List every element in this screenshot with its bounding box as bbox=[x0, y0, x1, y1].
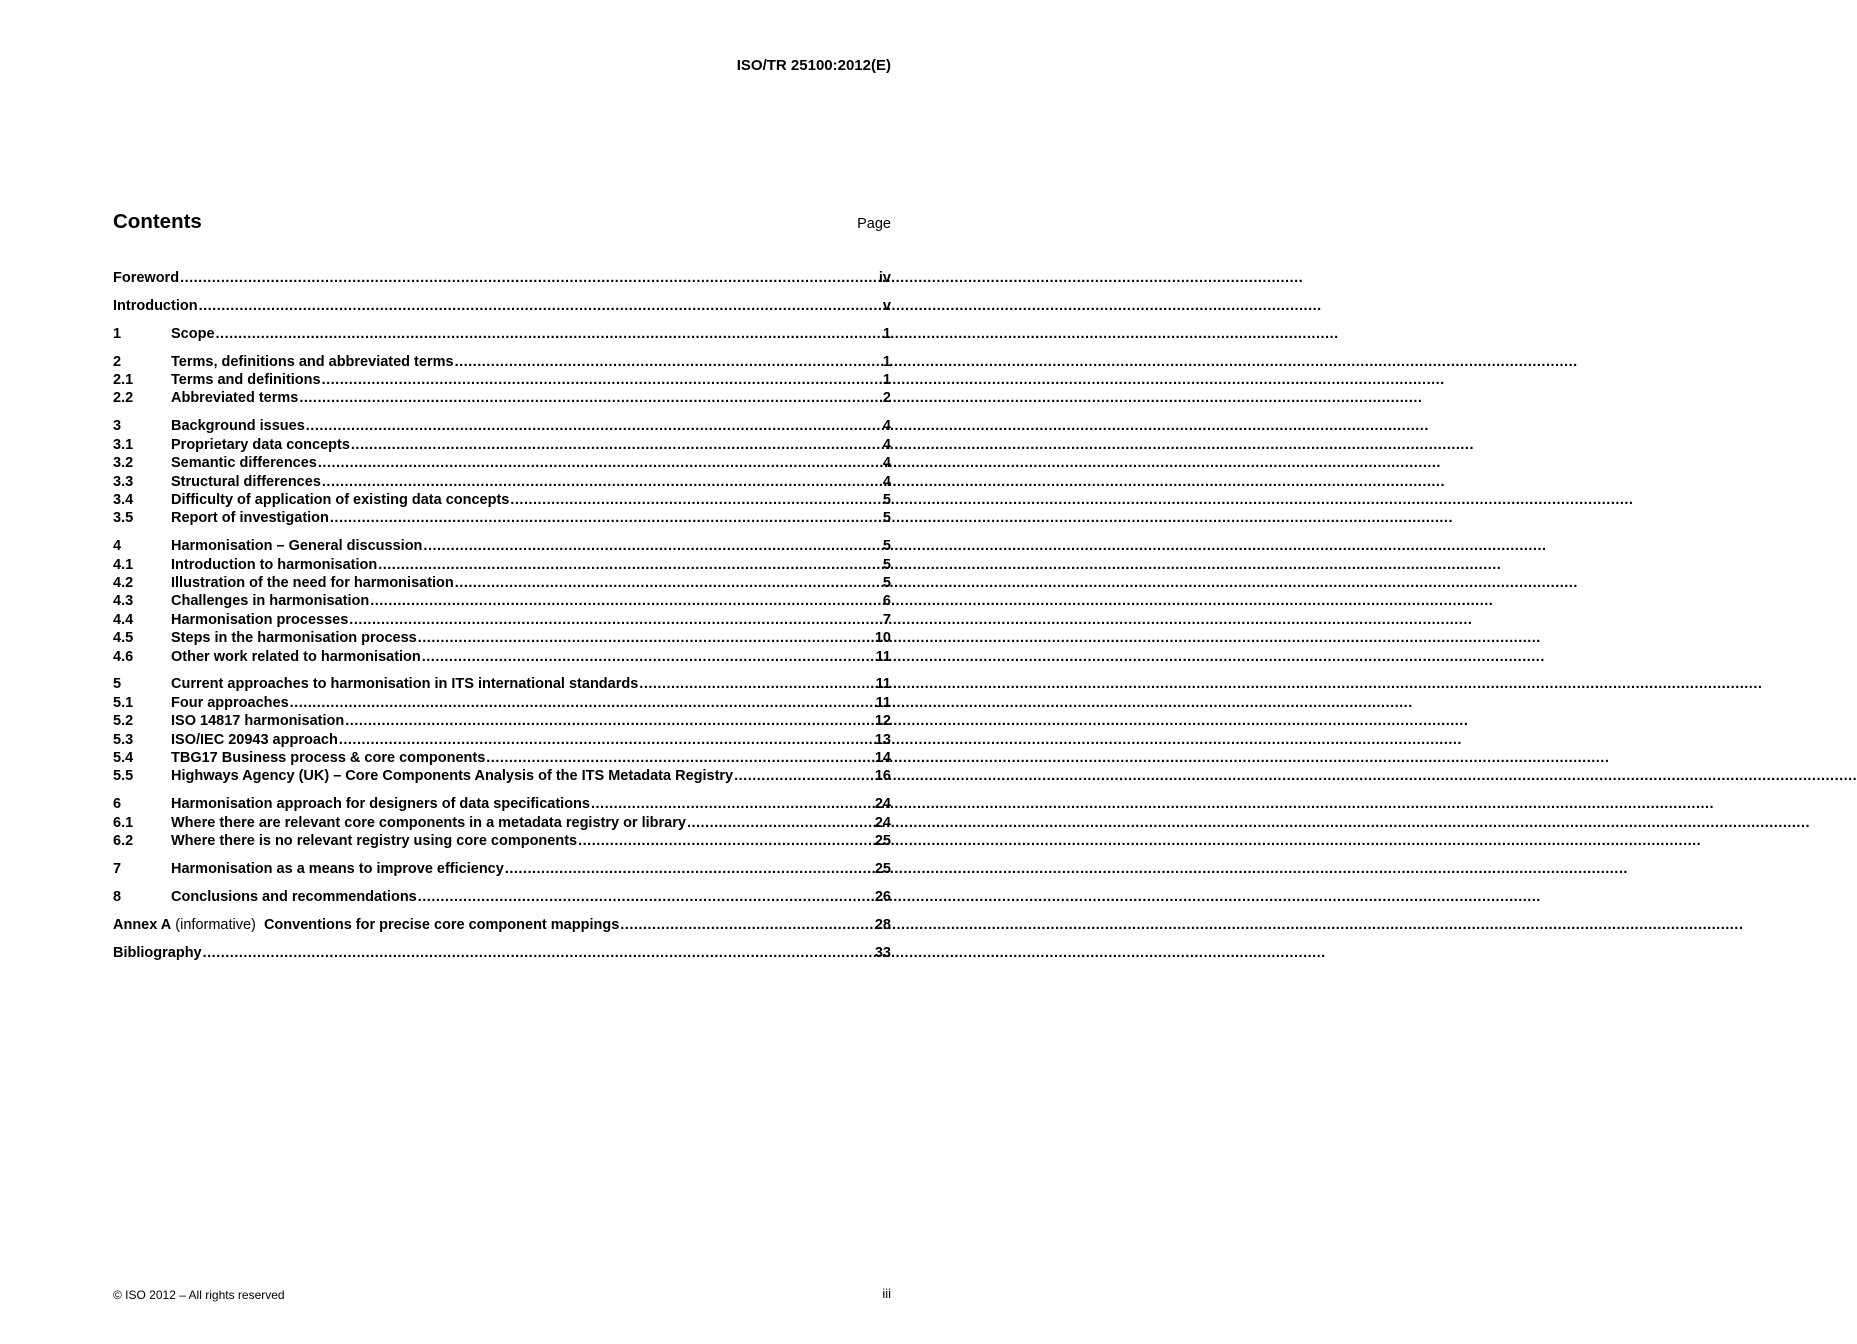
toc-entry[interactable] bbox=[113, 556, 891, 574]
toc-entry[interactable] bbox=[113, 749, 891, 767]
toc-entry[interactable] bbox=[113, 694, 891, 712]
toc-entry-title bbox=[171, 325, 215, 343]
toc-entry[interactable] bbox=[113, 767, 891, 785]
toc-entry-number: 5.1 bbox=[113, 694, 134, 711]
toc-entry-page: 1 bbox=[882, 325, 891, 342]
toc-entry-title bbox=[113, 269, 179, 287]
toc-entry-title bbox=[171, 556, 377, 574]
toc-entry-number: 2.1 bbox=[113, 372, 134, 389]
toc-entry-annex-type: (informative) bbox=[171, 916, 264, 933]
toc-entry-annex-title: Conventions for precise core component mappings bbox=[263, 916, 620, 933]
toc-entry[interactable] bbox=[113, 436, 891, 454]
toc-entry-title bbox=[171, 749, 485, 767]
toc-entry-page: iv bbox=[878, 270, 891, 286]
toc-group bbox=[113, 353, 891, 408]
toc-entry-title-text: Conclusions and recommendations bbox=[171, 888, 417, 905]
toc-dot-leader bbox=[510, 491, 882, 509]
toc-entry[interactable] bbox=[113, 629, 891, 647]
toc-entry-title bbox=[171, 767, 733, 785]
toc-entry-title bbox=[171, 611, 348, 629]
toc-entry-number: 7 bbox=[113, 860, 122, 877]
toc-entry-page: 6 bbox=[882, 593, 891, 610]
toc-entry-number: 6 bbox=[113, 796, 122, 813]
toc-entry-page: 5 bbox=[882, 574, 891, 591]
toc-entry[interactable] bbox=[113, 944, 891, 962]
toc-dot-leader bbox=[422, 648, 875, 666]
toc-entry-title-text: Structural differences bbox=[171, 473, 321, 490]
toc-entry-title-text: Terms and definitions bbox=[171, 372, 321, 389]
toc-entry-page: 24 bbox=[874, 814, 891, 831]
toc-entry-title bbox=[171, 731, 338, 749]
toc-entry[interactable] bbox=[113, 574, 891, 592]
toc-entry[interactable] bbox=[113, 491, 891, 509]
toc-entry-number: 4.1 bbox=[113, 556, 134, 573]
toc-entry[interactable] bbox=[113, 712, 891, 730]
toc-entry-title-text: Where there are relevant core components in a metadata registry or library bbox=[171, 814, 686, 831]
toc-entry[interactable] bbox=[113, 675, 891, 693]
toc-entry-title-text: Background issues bbox=[171, 418, 305, 435]
toc-entry-number: 4 bbox=[113, 538, 122, 555]
toc-entry-number: 8 bbox=[113, 888, 122, 905]
toc-entry-title-text: Illustration of the need for harmonisation bbox=[171, 574, 454, 591]
toc-entry-title bbox=[171, 491, 509, 509]
toc-entry-title bbox=[171, 353, 454, 371]
toc-dot-leader bbox=[620, 916, 874, 934]
toc-dot-leader bbox=[339, 731, 874, 749]
toc-entry-number: 5.2 bbox=[113, 713, 134, 730]
toc-dot-leader bbox=[330, 509, 882, 527]
toc-group bbox=[113, 860, 891, 878]
toc-entry-title-text: Harmonisation – General discussion bbox=[171, 538, 423, 555]
toc-entry-page: 5 bbox=[882, 491, 891, 508]
toc-entry-page: 33 bbox=[874, 944, 891, 961]
toc-entry-page: 4 bbox=[882, 473, 891, 490]
toc-entry-title bbox=[171, 648, 421, 666]
toc-entry-number: 3 bbox=[113, 418, 122, 435]
toc-entry-title-text: Report of investigation bbox=[171, 510, 329, 527]
toc-entry-number: 2.2 bbox=[113, 390, 134, 407]
toc-entry-number: 2 bbox=[113, 353, 122, 370]
toc-entry-title bbox=[171, 795, 590, 813]
toc-entry[interactable] bbox=[113, 648, 891, 666]
toc-entry-title bbox=[171, 592, 369, 610]
toc-entry-title bbox=[171, 574, 454, 592]
toc-dot-leader bbox=[349, 611, 882, 629]
table-of-contents bbox=[113, 269, 891, 972]
toc-entry-number: 4.4 bbox=[113, 611, 134, 628]
toc-entry[interactable] bbox=[113, 592, 891, 610]
toc-entry-number: 6.1 bbox=[113, 814, 134, 831]
toc-entry[interactable] bbox=[113, 297, 891, 315]
toc-entry[interactable] bbox=[113, 371, 891, 389]
toc-entry-number: 4.6 bbox=[113, 648, 134, 665]
toc-entry-title-text: Challenges in harmonisation bbox=[171, 593, 370, 610]
toc-entry-title-text: Four approaches bbox=[171, 694, 289, 711]
toc-entry-number: 4.5 bbox=[113, 630, 134, 647]
toc-entry[interactable] bbox=[113, 860, 891, 878]
toc-dot-leader bbox=[199, 297, 882, 315]
toc-entry-title bbox=[113, 944, 202, 962]
toc-dot-leader bbox=[306, 417, 882, 435]
toc-group bbox=[113, 944, 891, 962]
toc-entry-number: 3.4 bbox=[113, 491, 134, 508]
toc-entry-title-text: Harmonisation approach for designers of data specifications bbox=[171, 796, 590, 813]
toc-entry-title-text: Introduction to harmonisation bbox=[171, 556, 378, 573]
toc-entry-number: 5.5 bbox=[113, 768, 134, 785]
toc-entry-title bbox=[171, 537, 422, 555]
toc-group bbox=[113, 269, 891, 287]
toc-entry-page: 4 bbox=[882, 455, 891, 472]
toc-entry-title-text: Abbreviated terms bbox=[171, 390, 299, 407]
toc-dot-leader bbox=[578, 832, 874, 850]
toc-group bbox=[113, 888, 891, 906]
toc-dot-leader bbox=[351, 436, 882, 454]
toc-entry-page: 25 bbox=[874, 860, 891, 877]
toc-dot-leader bbox=[591, 795, 874, 813]
toc-entry[interactable] bbox=[113, 269, 891, 287]
toc-dot-leader bbox=[486, 749, 874, 767]
toc-entry-page: 1 bbox=[882, 372, 891, 389]
toc-dot-leader bbox=[203, 944, 874, 962]
toc-entry-title bbox=[171, 675, 638, 693]
toc-dot-leader bbox=[322, 473, 882, 491]
toc-entry-title bbox=[171, 629, 417, 647]
toc-entry-page: 14 bbox=[874, 749, 891, 766]
toc-dot-leader bbox=[418, 888, 874, 906]
toc-entry-number: 6.2 bbox=[113, 833, 134, 850]
toc-entry-title-text: Steps in the harmonisation process bbox=[171, 630, 417, 647]
toc-entry[interactable] bbox=[113, 325, 891, 343]
toc-entry-number: 5 bbox=[113, 676, 122, 693]
toc-dot-leader bbox=[418, 629, 874, 647]
copyright-notice: © ISO 2012 – All rights reserved bbox=[113, 1288, 285, 1302]
toc-entry-number: 3.3 bbox=[113, 473, 134, 490]
toc-entry-page: 26 bbox=[874, 888, 891, 905]
toc-group bbox=[113, 297, 891, 315]
toc-entry-title bbox=[113, 916, 619, 934]
toc-entry[interactable] bbox=[113, 353, 891, 371]
toc-entry-page: 7 bbox=[882, 611, 891, 628]
toc-dot-leader bbox=[687, 814, 874, 832]
toc-entry[interactable] bbox=[113, 795, 891, 813]
toc-group bbox=[113, 675, 891, 785]
toc-entry-title bbox=[171, 473, 321, 491]
toc-entry-page: 5 bbox=[882, 556, 891, 573]
toc-entry[interactable] bbox=[113, 454, 891, 472]
toc-dot-leader bbox=[378, 556, 882, 574]
toc-entry-title bbox=[171, 454, 317, 472]
toc-dot-leader bbox=[455, 574, 882, 592]
toc-entry-title-text: Current approaches to harmonisation in ITS international standards bbox=[171, 676, 639, 693]
toc-entry-number: 5.3 bbox=[113, 731, 134, 748]
toc-entry-title bbox=[171, 509, 329, 527]
toc-entry-title bbox=[171, 888, 417, 906]
toc-entry-page: 11 bbox=[875, 694, 891, 711]
toc-entry-title-text: Highways Agency (UK) – Core Components Analysis of the ITS Metadata Registry bbox=[171, 768, 734, 785]
toc-entry-title-text: Where there is no relevant registry using core components bbox=[171, 833, 578, 850]
contents-title: Contents bbox=[113, 210, 202, 233]
toc-entry-title-text: TBG17 Business process & core components bbox=[171, 749, 486, 766]
toc-entry-number: 3.2 bbox=[113, 455, 134, 472]
contents-heading bbox=[113, 210, 891, 238]
toc-dot-leader bbox=[370, 592, 882, 610]
toc-entry-page: 12 bbox=[874, 713, 891, 730]
toc-entry-page: 11 bbox=[875, 676, 891, 693]
toc-dot-leader bbox=[180, 269, 878, 287]
toc-entry-number: 5.4 bbox=[113, 749, 134, 766]
toc-entry-title-text: Foreword bbox=[113, 270, 180, 286]
toc-entry-page: 16 bbox=[874, 768, 891, 785]
toc-entry-title bbox=[171, 694, 289, 712]
toc-entry-number: 3.1 bbox=[113, 436, 134, 453]
toc-entry-page: 10 bbox=[874, 630, 891, 647]
toc-entry[interactable] bbox=[113, 611, 891, 629]
toc-entry-page: 1 bbox=[882, 353, 891, 370]
toc-dot-leader bbox=[423, 537, 882, 555]
toc-entry-title bbox=[171, 832, 577, 850]
toc-entry-number: 4.3 bbox=[113, 593, 134, 610]
toc-entry[interactable] bbox=[113, 417, 891, 435]
toc-entry-title-text: Terms, definitions and abbreviated terms bbox=[171, 353, 454, 370]
toc-entry-title bbox=[171, 712, 344, 730]
toc-group bbox=[113, 795, 891, 850]
toc-entry-title bbox=[171, 436, 350, 454]
toc-entry[interactable] bbox=[113, 832, 891, 850]
toc-entry-page: 5 bbox=[882, 510, 891, 527]
toc-dot-leader bbox=[455, 353, 882, 371]
toc-entry-title-text: ISO/IEC 20943 approach bbox=[171, 731, 338, 748]
toc-entry[interactable] bbox=[113, 814, 891, 832]
toc-entry-title-text: Proprietary data concepts bbox=[171, 436, 350, 453]
toc-entry-title bbox=[171, 389, 298, 407]
toc-entry-title-text: Harmonisation as a means to improve efficiency bbox=[171, 860, 504, 877]
toc-entry[interactable] bbox=[113, 888, 891, 906]
toc-entry-page: 28 bbox=[874, 916, 891, 933]
toc-dot-leader bbox=[639, 675, 874, 693]
toc-entry-page: 4 bbox=[882, 418, 891, 435]
toc-entry-title-text: Annex A bbox=[113, 916, 172, 933]
toc-entry-title-text: Difficulty of application of existing data concepts bbox=[171, 491, 510, 508]
toc-entry-page: 2 bbox=[882, 390, 891, 407]
toc-entry-page: v bbox=[882, 297, 891, 314]
toc-entry-title-text: Other work related to harmonisation bbox=[171, 648, 421, 665]
toc-entry[interactable] bbox=[113, 916, 891, 934]
toc-entry-number: 3.5 bbox=[113, 510, 134, 527]
toc-dot-leader bbox=[318, 454, 882, 472]
toc-entry-title-text: Scope bbox=[171, 325, 215, 342]
toc-entry-page: 13 bbox=[874, 731, 891, 748]
toc-entry-title-text: Bibliography bbox=[113, 944, 202, 961]
toc-entry-title-text: Harmonisation processes bbox=[171, 611, 349, 628]
toc-entry-page: 25 bbox=[874, 833, 891, 850]
toc-group bbox=[113, 916, 891, 934]
toc-entry-title-text: Semantic differences bbox=[171, 455, 317, 472]
toc-entry-title-text: ISO 14817 harmonisation bbox=[171, 713, 345, 730]
toc-entry-title bbox=[171, 371, 321, 389]
toc-dot-leader bbox=[299, 389, 882, 407]
toc-entry[interactable] bbox=[113, 537, 891, 555]
toc-entry[interactable] bbox=[113, 509, 891, 527]
toc-entry-number: 4.2 bbox=[113, 574, 134, 591]
toc-entry[interactable] bbox=[113, 473, 891, 491]
toc-entry-title bbox=[171, 417, 305, 435]
toc-entry-number: 1 bbox=[113, 325, 122, 342]
toc-dot-leader bbox=[322, 371, 882, 389]
toc-entry-title bbox=[113, 297, 198, 315]
toc-group bbox=[113, 537, 891, 666]
toc-entry[interactable] bbox=[113, 731, 891, 749]
toc-group bbox=[113, 325, 891, 343]
toc-dot-leader bbox=[216, 325, 882, 343]
toc-entry-title bbox=[171, 860, 504, 878]
toc-group bbox=[113, 417, 891, 527]
page-number: iii bbox=[882, 1286, 891, 1301]
toc-dot-leader bbox=[734, 767, 874, 785]
document-id: ISO/TR 25100:2012(E) bbox=[736, 57, 891, 74]
page-column-label: Page bbox=[857, 216, 891, 232]
toc-entry-page: 5 bbox=[882, 538, 891, 555]
toc-dot-leader bbox=[345, 712, 874, 730]
toc-dot-leader bbox=[505, 860, 874, 878]
toc-entry[interactable] bbox=[113, 389, 891, 407]
toc-entry-page: 4 bbox=[882, 436, 891, 453]
toc-entry-title bbox=[171, 814, 686, 832]
toc-entry-title-text: Introduction bbox=[113, 297, 198, 314]
toc-dot-leader bbox=[290, 694, 875, 712]
toc-entry-page: 24 bbox=[874, 796, 891, 813]
toc-entry-page: 11 bbox=[875, 648, 891, 665]
